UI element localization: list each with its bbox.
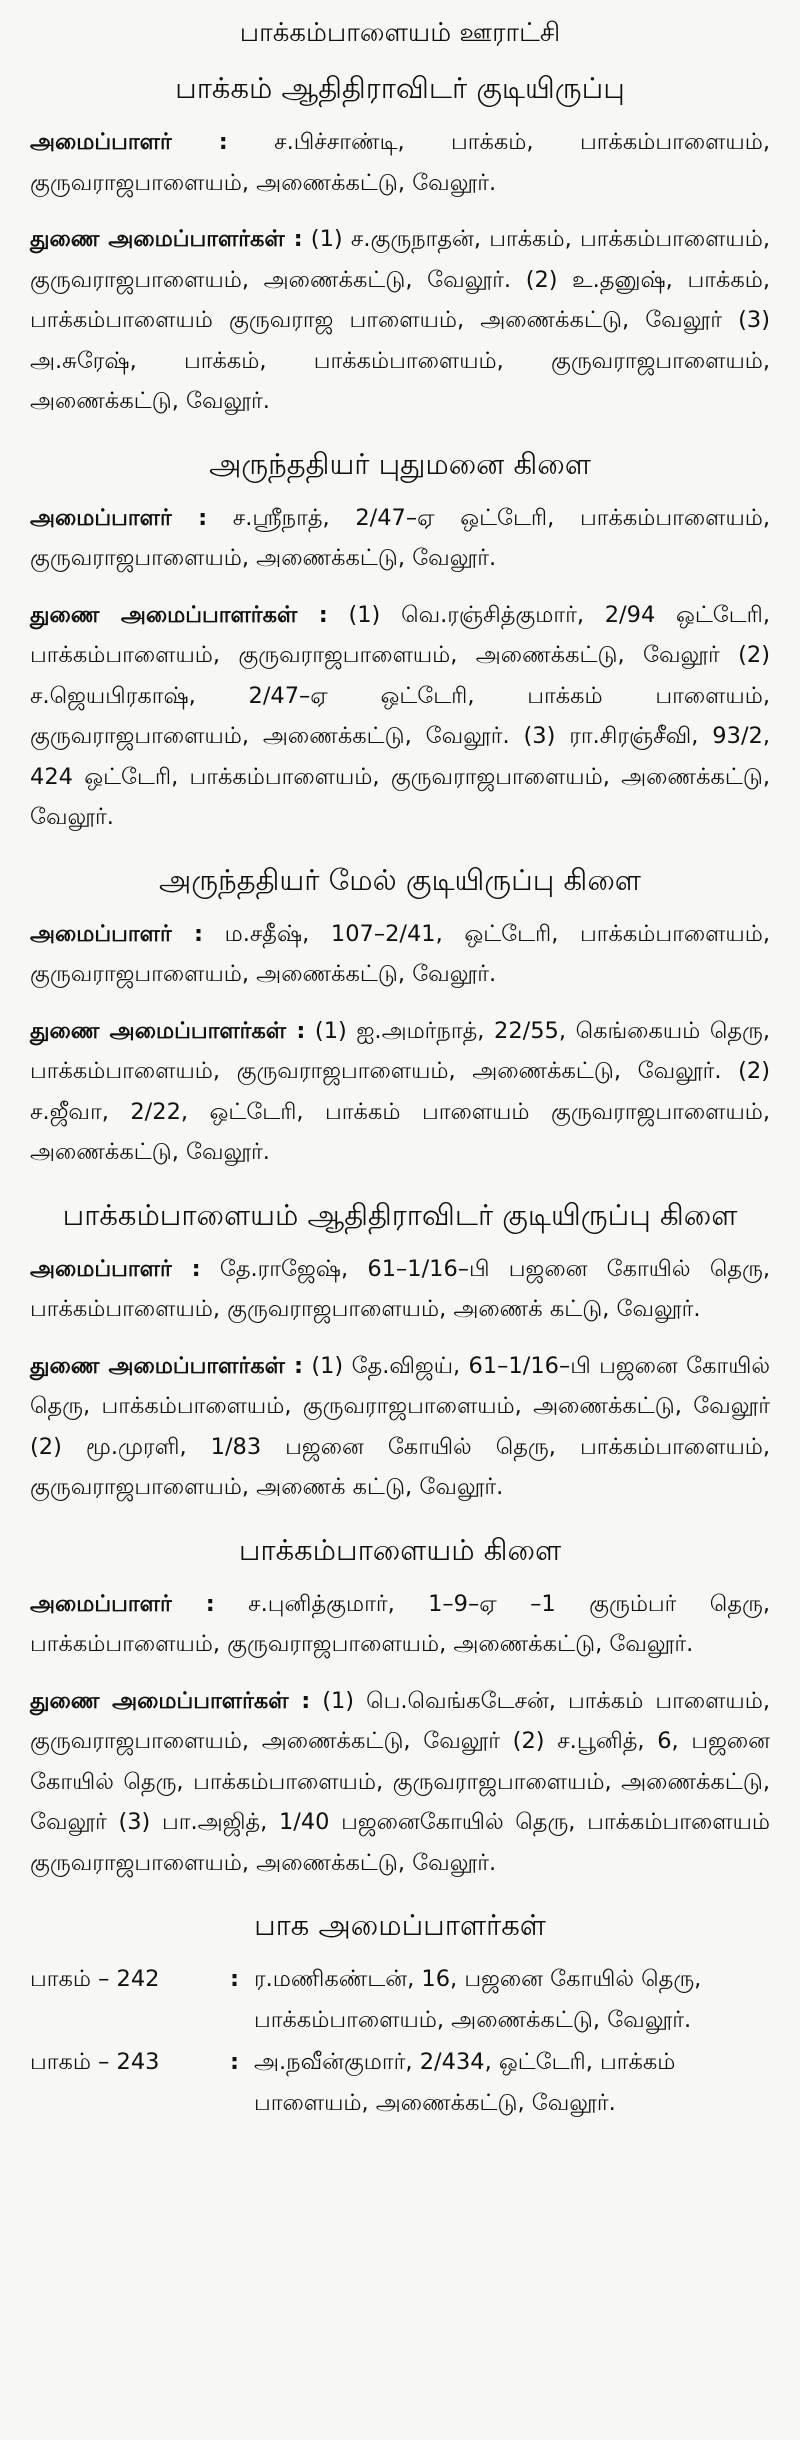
booth-row (30, 2042, 770, 2123)
deputy-label: துணை அமைப்பாளர்கள் : (30, 1017, 306, 1044)
organizer-paragraph (30, 914, 770, 995)
deputy-paragraph (30, 1681, 770, 1884)
deputy-text: (1) ஐ.அமர்நாத், 22/55, கெங்கையம் தெரு, பாக்கம்பாளையம், குருவராஜபாளையம், அணைக்கட்டு, வேலூர். (2) ச.ஜீவா, 2/22, ஒட்டேரி, பாக்கம் பாளையம் குருவராஜபாளையம், அணைக்கட்டு, வேலூர். (30, 1017, 771, 1165)
booth-label: பாகம் – 242 (30, 1966, 160, 1992)
booth-row (30, 1959, 770, 2040)
organizer-label: அமைப்பாளர் : (30, 504, 208, 531)
booth-label: பாகம் – 243 (30, 2049, 160, 2075)
organizer-text: ம.சதீஷ், 107–2/41, ஒட்டேரி, பாக்கம்பாளையம், குருவராஜபாளையம், அணைக்கட்டு, வேலூர். (30, 920, 770, 987)
section-arunthathiyar-mel (30, 860, 770, 1173)
section-title: அருந்ததியர் புதுமனை கிளை (209, 446, 591, 481)
section-title: பாக்கம்பாளையம் ஆதிதிராவிடர் குடியிருப்பு கிளை (62, 1197, 738, 1232)
organizer-paragraph (30, 122, 770, 203)
organizer-paragraph (30, 1249, 770, 1330)
deputy-text: (1) வெ.ரஞ்சித்குமார், 2/94 ஒட்டேரி, பாக்கம்பாளையம், குருவராஜபாளையம், அணைக்கட்டு, வேலூர் (2) ச.ஜெயபிரகாஷ், 2/47–ஏ ஒட்டேரி, பாக்கம் பாளையம், குருவராஜபாளையம், அணைக்கட்டு, வேலூர். (3) ரா.சிரஞ்சீவி, 93/2, 424 ஒட்டேரி, பாக்கம்பாளையம், குருவராஜபாளையம், அணைக்கட்டு, வேலூர். (30, 601, 770, 830)
deputy-paragraph (30, 595, 770, 838)
deputy-label: துணை அமைப்பாளர்கள் : (30, 226, 303, 252)
page-title: பாக்கம்பாளையம் ஊராட்சி (239, 18, 561, 48)
booth-list (30, 1959, 770, 2123)
booth-colon: : (230, 2049, 239, 2075)
organizer-label: அமைப்பாளர் : (30, 920, 203, 947)
deputy-label: துணை அமைப்பாளர்கள் : (30, 1352, 303, 1379)
section-pakkam-adidravidar (30, 68, 770, 422)
section-arunthathiyar-puthumanai (30, 444, 770, 838)
organizer-text: ச.பிச்சாண்டி, பாக்கம், பாக்கம்பாளையம், குருவராஜபாளையம், அணைக்கட்டு, வேலூர். (30, 129, 770, 196)
booth-colon: : (230, 1966, 239, 1992)
deputy-paragraph (30, 1346, 770, 1508)
organizer-paragraph (30, 498, 770, 579)
organizer-paragraph (30, 1584, 770, 1665)
organizer-text: தே.ராஜேஷ், 61–1/16–பி பஜனை கோயில் தெரு, பாக்கம்பாளையம், குருவராஜபாளையம், அணைக் கட்டு, வேலூர். (30, 1255, 770, 1322)
deputy-paragraph (30, 1011, 770, 1173)
section-title: பாக்கம்பாளையம் கிளை (238, 1532, 562, 1567)
section-booth-organizers (30, 1905, 770, 2123)
section-title: பாக அமைப்பாளர்கள் (254, 1908, 546, 1942)
section-title: அருந்ததியர் மேல் குடியிருப்பு கிளை (159, 862, 641, 897)
booth-text: அ.நவீன்குமார், 2/434, ஒட்டேரி, பாக்கம் பாளையம், அணைக்கட்டு, வேலூர். (254, 2049, 676, 2116)
organizer-text: ச.ஸ்ரீநாத், 2/47–ஏ ஒட்டேரி, பாக்கம்பாளையம், குருவராஜபாளையம், அணைக்கட்டு, வேலூர். (30, 504, 770, 571)
booth-text: ர.மணிகண்டன், 16, பஜனை கோயில் தெரு, பாக்கம்பாளையம், அணைக்கட்டு, வேலூர். (254, 1966, 702, 2033)
organizer-text: ச.புனித்குமார், 1–9–ஏ –1 குரும்பர் தெரு, பாக்கம்பாளையம், குருவராஜபாளையம், அணைக்கட்டு, வேலூர். (30, 1590, 770, 1657)
deputy-label: துணை அமைப்பாளர்கள் : (30, 1687, 311, 1714)
section-title: பாக்கம் ஆதிதிராவிடர் குடியிருப்பு (175, 71, 625, 105)
section-pakkampalayam (30, 1530, 770, 1884)
deputy-text: (1) தே.விஜய், 61–1/16–பி பஜனை கோயில் தெரு, பாக்கம்பாளையம், குருவராஜபாளையம், அணைக்கட்டு, வேலூர் (2) மூ.முரளி, 1/83 பஜனை கோயில் தெரு, பாக்கம்பாளையம், குருவராஜபாளையம், அணைக் கட்டு, வேலூர். (30, 1352, 770, 1500)
deputy-label: துணை அமைப்பாளர்கள் : (30, 601, 328, 628)
organizer-label: அமைப்பாளர் : (30, 1590, 215, 1617)
organizer-label: அமைப்பாளர் : (30, 1255, 201, 1282)
organizer-label: அமைப்பாளர் : (30, 129, 228, 155)
deputy-paragraph (30, 219, 770, 422)
deputy-text: (1) பெ.வெங்கடேசன், பாக்கம் பாளையம், குருவராஜபாளையம், அணைக்கட்டு, வேலூர் (2) ச.பூனித், 6, பஜனை கோயில் தெரு, பாக்கம்பாளையம், குருவராஜபாளையம், அணைக்கட்டு, வேலூர் (3) பா.அஜித், 1/40 பஜனைகோயில் தெரு, பாக்கம்பாளையம் குருவராஜபாளையம், அணைக்கட்டு, வேலூர். (30, 1687, 770, 1876)
deputy-text: (1) ச.குருநாதன், பாக்கம், பாக்கம்பாளையம், குருவராஜபாளையம், அணைக்கட்டு, வேலூர். (2) உ.தனுஷ், பாக்கம், பாக்கம்பாளையம் குருவராஜ பாளையம், அணைக்கட்டு, வேலூர் (3) அ.சுரேஷ், பாக்கம், பாக்கம்பாளையம், குருவராஜபாளையம், அணைக்கட்டு, வேலூர். (30, 226, 770, 414)
section-pakkampalayam-adidravidar (30, 1195, 770, 1508)
